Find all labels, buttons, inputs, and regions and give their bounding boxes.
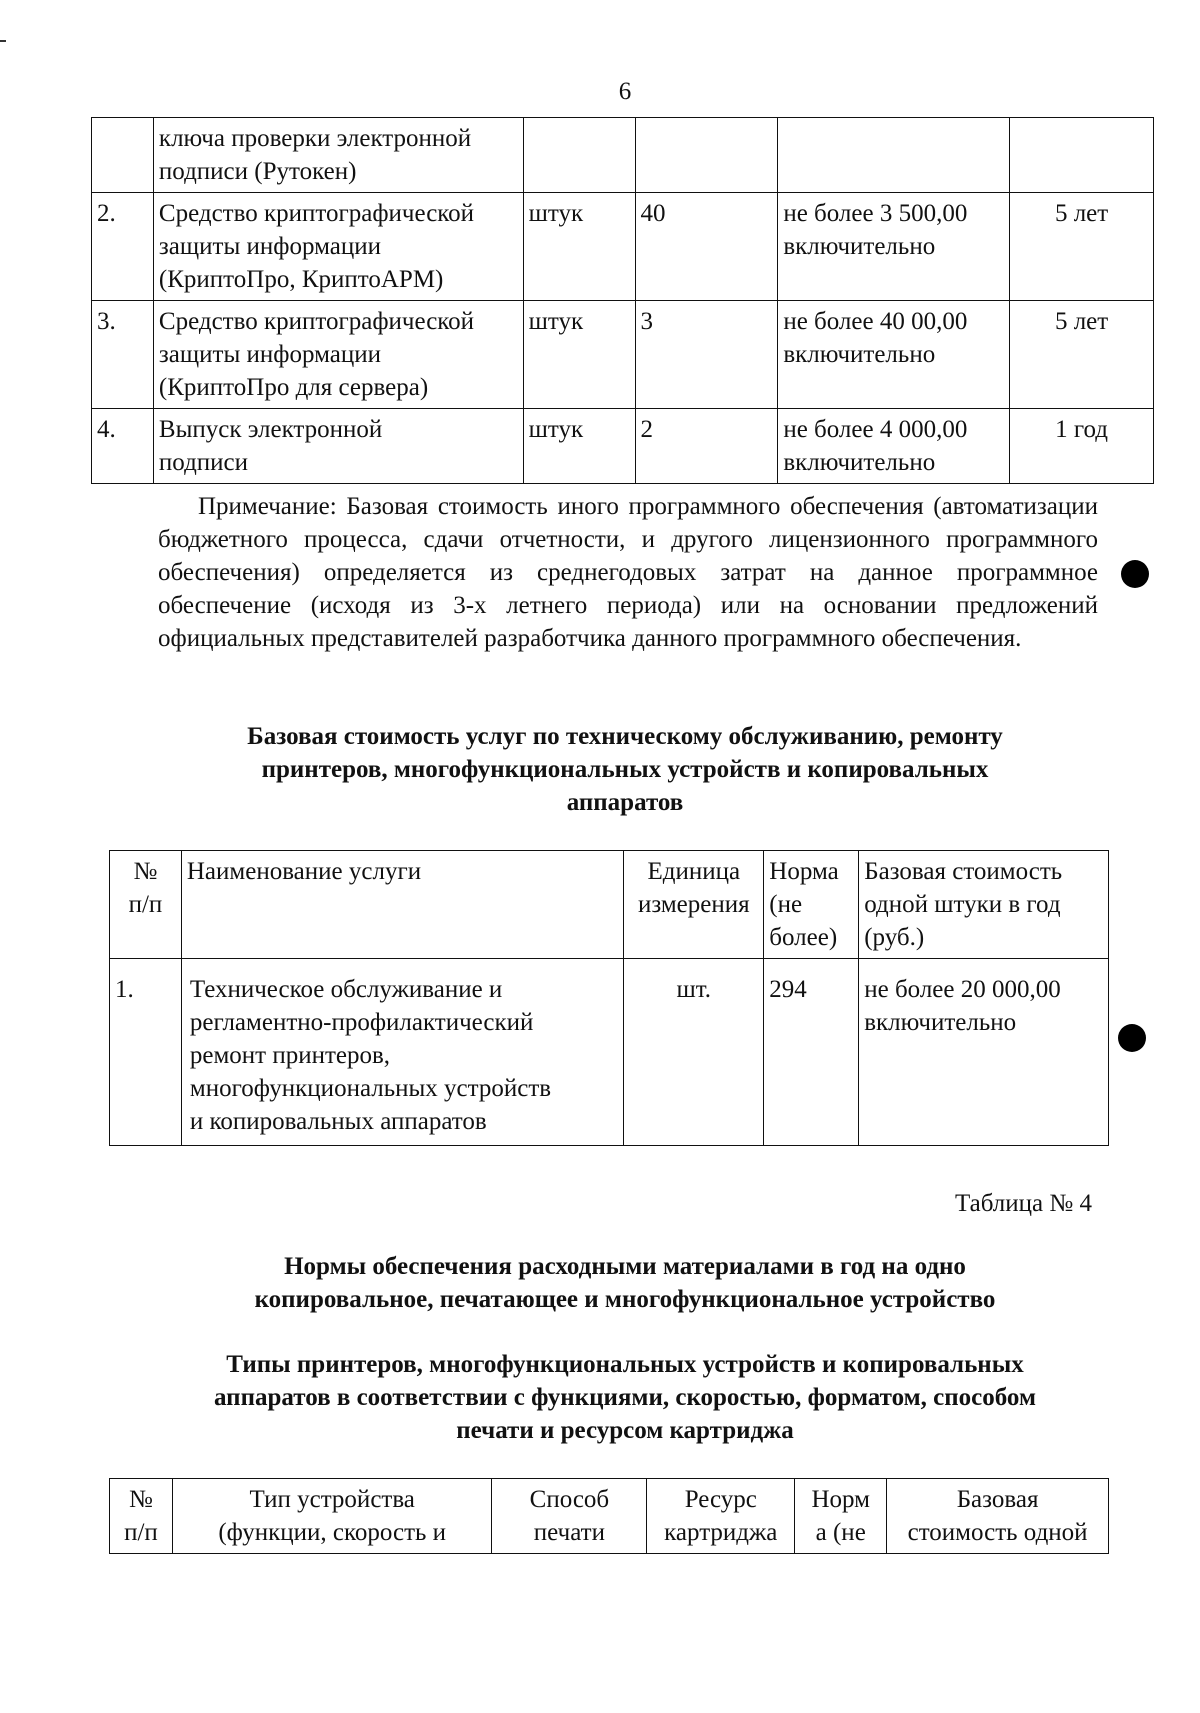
cell-qty: 40: [635, 193, 778, 301]
cell-name: [153, 118, 523, 193]
cell-name-line: ключа проверки электронной: [158, 125, 472, 152]
cell-name-line: Выпуск электронной: [158, 416, 383, 443]
table-row: [92, 118, 1154, 193]
cell-term: [1010, 118, 1154, 193]
cell-name-line: (КриптоПро, КриптоАРМ): [158, 266, 444, 293]
cell-qty: [635, 118, 778, 193]
table-row: [92, 301, 1154, 409]
cell-price: не более 20 000,00 включительно: [859, 959, 1109, 1146]
cell-qty: 2: [635, 409, 778, 484]
cell-unit: штук: [523, 409, 635, 484]
punch-hole-dot: [1121, 560, 1149, 588]
title-line: аппаратов: [566, 789, 684, 816]
cell-num: 1.: [110, 959, 182, 1146]
title-line: Нормы обеспечения расходными материалами в год на одно: [284, 1253, 966, 1280]
cell-num: 2.: [92, 193, 154, 301]
punch-hole-dot: [1118, 1024, 1146, 1052]
cell-qty: 3: [635, 301, 778, 409]
cell-name: [153, 193, 523, 301]
cell-price-line: включительно: [783, 233, 936, 260]
cell-name: [153, 301, 523, 409]
consumables-section-title: [0, 1250, 1200, 1316]
note-text: Примечание: Базовая стоимость иного программного обеспечения (автоматизации бюджетного процесса, сдачи отчетности, и другого лицензионного программного обеспечения) определяется из среднегодовых затрат на данное программное обеспечение (исходя из 3-х летнего периода) или на основании предложений официальных представителей разработчика данного программного обеспечения.: [158, 493, 1098, 652]
cell-name-line: подписи (Рутокен): [158, 158, 357, 185]
cell-unit: шт.: [624, 959, 764, 1146]
cell-num: 4.: [92, 409, 154, 484]
cell-price: [778, 301, 1010, 409]
consumables-section-subtitle: [0, 1348, 1200, 1447]
header-type: Тип устройства (функции, скорость и: [172, 1479, 492, 1554]
cell-name-line: Средство криптографической: [158, 308, 475, 335]
table-label: Таблица № 4: [954, 1190, 1092, 1217]
header-norm: Норм а (не: [795, 1479, 887, 1554]
cell-name-line: подписи: [158, 449, 249, 476]
table-header-row: [110, 1479, 1109, 1554]
cell-name: Техническое обслуживание и регламентно-профилактический ремонт принтеров, многофункциональных устройств и копировальных аппаратов: [181, 959, 623, 1146]
margin-mark: [0, 40, 6, 42]
cell-term: 1 год: [1010, 409, 1154, 484]
cell-unit: [523, 118, 635, 193]
subtitle-line: печати и ресурсом картриджа: [456, 1417, 794, 1444]
header-price: Базовая стоимость одной: [887, 1479, 1109, 1554]
service-section-title: [0, 720, 1200, 819]
subtitle-line: аппаратов в соответствии с функциями, скоростью, форматом, способом: [214, 1384, 1036, 1411]
cell-price: [778, 118, 1010, 193]
cell-price: [778, 193, 1010, 301]
title-line: копировальное, печатающее и многофункциональное устройство: [254, 1286, 996, 1313]
service-table: [109, 850, 1109, 1146]
cell-price-line: не более 4 000,00: [783, 416, 968, 443]
table-row: [92, 193, 1154, 301]
cell-norm: 294: [764, 959, 859, 1146]
table-row: [92, 409, 1154, 484]
header-name: Наименование услуги: [181, 851, 623, 959]
cell-unit: штук: [523, 193, 635, 301]
cell-unit: штук: [523, 301, 635, 409]
cell-price-line: включительно: [783, 449, 936, 476]
title-line: принтеров, многофункциональных устройств и копировальных: [261, 756, 989, 783]
cell-name-line: защиты информации: [158, 233, 381, 260]
header-price: Базовая стоимость одной штуки в год (руб.): [859, 851, 1109, 959]
title-line: Базовая стоимость услуг по техническому обслуживанию, ремонту: [247, 723, 1003, 750]
cell-price: [778, 409, 1010, 484]
cell-price-line: не более 3 500,00: [783, 200, 968, 227]
cell-name-line: (КриптоПро для сервера): [158, 374, 429, 401]
cell-name: [153, 409, 523, 484]
cell-num: 3.: [92, 301, 154, 409]
consumables-table: [109, 1478, 1109, 1554]
table-header-row: [110, 851, 1109, 959]
cell-name-line: защиты информации: [158, 341, 381, 368]
page-number: 6: [618, 78, 632, 105]
subtitle-line: Типы принтеров, многофункциональных устройств и копировальных: [226, 1351, 1024, 1378]
header-num: № п/п: [110, 1479, 173, 1554]
note-paragraph: [158, 490, 1098, 655]
continued-table: [91, 117, 1154, 484]
cell-term: 5 лет: [1010, 193, 1154, 301]
header-num: № п/п: [110, 851, 182, 959]
header-norm: Норма (не более): [764, 851, 859, 959]
header-method: Способ печати: [492, 1479, 647, 1554]
header-unit: Единица измерения: [624, 851, 764, 959]
cell-term: 5 лет: [1010, 301, 1154, 409]
table-row: [110, 959, 1109, 1146]
header-resource: Ресурс картриджа: [647, 1479, 795, 1554]
cell-price-line: не более 40 00,00: [783, 308, 968, 335]
cell-price-line: включительно: [783, 341, 936, 368]
cell-num: [92, 118, 154, 193]
cell-name-line: Средство криптографической: [158, 200, 475, 227]
